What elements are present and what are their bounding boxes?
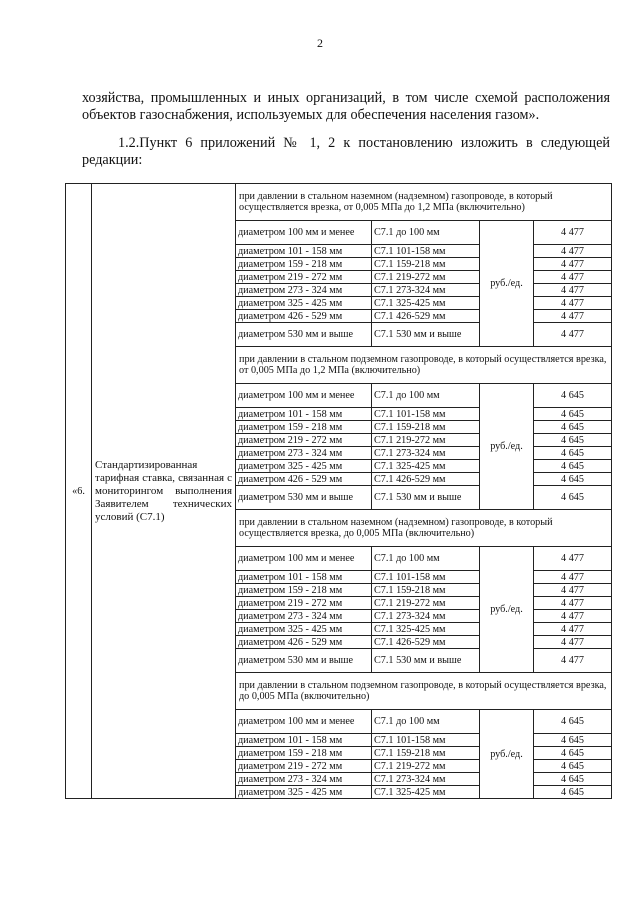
code-cell: С7.1 426-529 мм <box>372 473 480 486</box>
rate-value-cell: 4 477 <box>534 258 612 271</box>
diameter-cell: диаметром 325 - 425 мм <box>236 297 372 310</box>
rate-value-cell: 4 477 <box>534 297 612 310</box>
diameter-cell: диаметром 325 - 425 мм <box>236 460 372 473</box>
rate-value-cell: 4 477 <box>534 547 612 571</box>
rate-value-cell: 4 477 <box>534 584 612 597</box>
code-cell: С7.1 до 100 мм <box>372 221 480 245</box>
code-cell: С7.1 159-218 мм <box>372 584 480 597</box>
group-header-cell: при давлении в стальном наземном (надземном) газопроводе, в который осуществляется врезка, от 0,005 МПа до 1,2 МПа (включительно) <box>236 184 612 221</box>
diameter-cell: диаметром 273 - 324 мм <box>236 610 372 623</box>
rate-value-cell: 4 477 <box>534 623 612 636</box>
diameter-cell: диаметром 219 - 272 мм <box>236 597 372 610</box>
code-cell: С7.1 159-218 мм <box>372 747 480 760</box>
group-header-row <box>66 184 612 221</box>
unit-cell: руб./ед. <box>480 221 534 347</box>
diameter-cell: диаметром 530 мм и выше <box>236 323 372 347</box>
code-cell: С7.1 530 мм и выше <box>372 486 480 510</box>
code-cell: С7.1 273-324 мм <box>372 773 480 786</box>
rate-value-cell: 4 645 <box>534 734 612 747</box>
diameter-cell: диаметром 101 - 158 мм <box>236 734 372 747</box>
rate-value-cell: 4 645 <box>534 486 612 510</box>
rate-value-cell: 4 645 <box>534 773 612 786</box>
diameter-cell: диаметром 159 - 218 мм <box>236 421 372 434</box>
rate-value-cell: 4 477 <box>534 571 612 584</box>
diameter-cell: диаметром 101 - 158 мм <box>236 245 372 258</box>
rate-value-cell: 4 645 <box>534 747 612 760</box>
code-cell: С7.1 до 100 мм <box>372 710 480 734</box>
diameter-cell: диаметром 426 - 529 мм <box>236 310 372 323</box>
rate-value-cell: 4 645 <box>534 408 612 421</box>
diameter-cell: диаметром 100 мм и менее <box>236 710 372 734</box>
rate-value-cell: 4 645 <box>534 460 612 473</box>
code-cell: С7.1 273-324 мм <box>372 284 480 297</box>
rate-value-cell: 4 645 <box>534 434 612 447</box>
diameter-cell: диаметром 159 - 218 мм <box>236 258 372 271</box>
rate-value-cell: 4 477 <box>534 610 612 623</box>
item-number-cell: «6. <box>66 184 92 799</box>
rate-value-cell: 4 645 <box>534 760 612 773</box>
diameter-cell: диаметром 530 мм и выше <box>236 649 372 673</box>
code-cell: С7.1 219-272 мм <box>372 271 480 284</box>
group-header-cell: при давлении в стальном наземном (надземном) газопроводе, в который осуществляется врезка, до 0,005 МПа (включительно) <box>236 510 612 547</box>
unit-cell: руб./ед. <box>480 547 534 673</box>
rate-value-cell: 4 477 <box>534 636 612 649</box>
diameter-cell: диаметром 273 - 324 мм <box>236 773 372 786</box>
diameter-cell: диаметром 530 мм и выше <box>236 486 372 510</box>
tariff-table-body <box>66 184 612 799</box>
item-description-cell: Стандартизированная тарифная ставка, связанная с мониторингом выполнения Заявителем технических условий (С7.1) <box>92 184 236 799</box>
code-cell: С7.1 426-529 мм <box>372 636 480 649</box>
diameter-cell: диаметром 273 - 324 мм <box>236 447 372 460</box>
diameter-cell: диаметром 219 - 272 мм <box>236 760 372 773</box>
diameter-cell: диаметром 219 - 272 мм <box>236 434 372 447</box>
diameter-cell: диаметром 325 - 425 мм <box>236 623 372 636</box>
rate-value-cell: 4 645 <box>534 384 612 408</box>
rate-value-cell: 4 645 <box>534 786 612 799</box>
rate-value-cell: 4 477 <box>534 597 612 610</box>
diameter-cell: диаметром 426 - 529 мм <box>236 473 372 486</box>
code-cell: С7.1 325-425 мм <box>372 623 480 636</box>
diameter-cell: диаметром 325 - 425 мм <box>236 786 372 799</box>
code-cell: С7.1 325-425 мм <box>372 297 480 310</box>
diameter-cell: диаметром 159 - 218 мм <box>236 747 372 760</box>
diameter-cell: диаметром 100 мм и менее <box>236 384 372 408</box>
diameter-cell: диаметром 159 - 218 мм <box>236 584 372 597</box>
diameter-cell: диаметром 101 - 158 мм <box>236 571 372 584</box>
rate-value-cell: 4 645 <box>534 447 612 460</box>
rate-value-cell: 4 645 <box>534 710 612 734</box>
intro-paragraph-amendment: 1.2.Пункт 6 приложений № 1, 2 к постановлению изложить в следующей редакции: <box>82 135 610 168</box>
code-cell: С7.1 530 мм и выше <box>372 649 480 673</box>
group-header-cell: при давлении в стальном подземном газопроводе, в который осуществляется врезка, от 0,005 МПа до 1,2 МПа (включительно) <box>236 347 612 384</box>
code-cell: С7.1 325-425 мм <box>372 460 480 473</box>
code-cell: С7.1 219-272 мм <box>372 434 480 447</box>
code-cell: С7.1 219-272 мм <box>372 597 480 610</box>
code-cell: С7.1 до 100 мм <box>372 384 480 408</box>
unit-cell: руб./ед. <box>480 710 534 799</box>
rate-value-cell: 4 477 <box>534 649 612 673</box>
rate-value-cell: 4 645 <box>534 473 612 486</box>
tariff-table <box>65 183 612 799</box>
unit-cell: руб./ед. <box>480 384 534 510</box>
diameter-cell: диаметром 273 - 324 мм <box>236 284 372 297</box>
code-cell: С7.1 101-158 мм <box>372 245 480 258</box>
intro-text <box>82 90 610 168</box>
code-cell: С7.1 273-324 мм <box>372 447 480 460</box>
group-header-cell: при давлении в стальном подземном газопроводе, в который осуществляется врезка, до 0,005 МПа (включительно) <box>236 673 612 710</box>
rate-value-cell: 4 477 <box>534 310 612 323</box>
code-cell: С7.1 219-272 мм <box>372 760 480 773</box>
code-cell: С7.1 101-158 мм <box>372 571 480 584</box>
rate-value-cell: 4 645 <box>534 421 612 434</box>
code-cell: С7.1 273-324 мм <box>372 610 480 623</box>
rate-value-cell: 4 477 <box>534 271 612 284</box>
code-cell: С7.1 101-158 мм <box>372 408 480 421</box>
code-cell: С7.1 до 100 мм <box>372 547 480 571</box>
code-cell: С7.1 101-158 мм <box>372 734 480 747</box>
page-number: 2 <box>317 36 323 50</box>
diameter-cell: диаметром 101 - 158 мм <box>236 408 372 421</box>
code-cell: С7.1 530 мм и выше <box>372 323 480 347</box>
diameter-cell: диаметром 426 - 529 мм <box>236 636 372 649</box>
rate-value-cell: 4 477 <box>534 245 612 258</box>
diameter-cell: диаметром 100 мм и менее <box>236 221 372 245</box>
diameter-cell: диаметром 219 - 272 мм <box>236 271 372 284</box>
code-cell: С7.1 325-425 мм <box>372 786 480 799</box>
diameter-cell: диаметром 100 мм и менее <box>236 547 372 571</box>
code-cell: С7.1 426-529 мм <box>372 310 480 323</box>
intro-paragraph-continuation: хозяйства, промышленных и иных организаций, в том числе схемой расположения объектов газоснабжения, используемых для обеспечения населения газом». <box>82 90 610 123</box>
rate-value-cell: 4 477 <box>534 284 612 297</box>
code-cell: С7.1 159-218 мм <box>372 421 480 434</box>
rate-value-cell: 4 477 <box>534 323 612 347</box>
rate-value-cell: 4 477 <box>534 221 612 245</box>
code-cell: С7.1 159-218 мм <box>372 258 480 271</box>
